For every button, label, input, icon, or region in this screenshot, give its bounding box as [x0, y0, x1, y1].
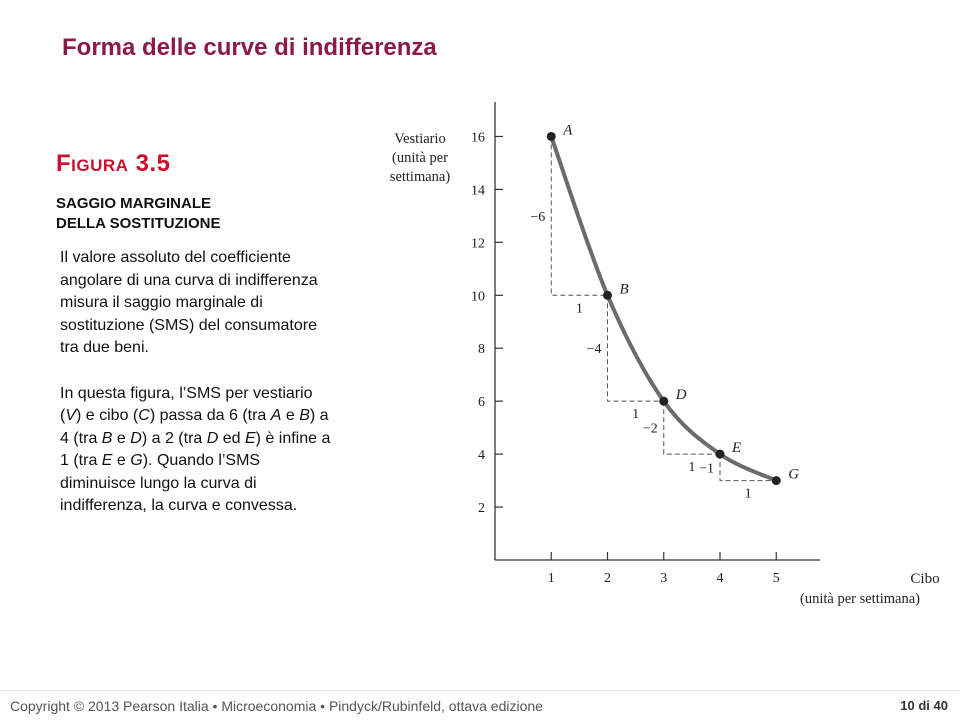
paragraph-2-segment: ) passa da 6 (tra	[149, 407, 271, 424]
data-point-d	[659, 397, 668, 406]
page-number: 10 di 40	[900, 698, 948, 713]
point-label: B	[619, 281, 629, 298]
y-axis-label: (unità per	[392, 150, 448, 166]
paragraph-2-segment: ) è infine a 1 (tra	[60, 429, 331, 469]
y-tick-label: 6	[478, 395, 485, 411]
figure-number-cap: F	[56, 150, 72, 177]
y-tick-label: 12	[471, 236, 485, 252]
chart-svg	[360, 100, 950, 620]
figure-subtitle-line2: DELLA SOSTITUZIONE	[56, 215, 221, 232]
point-label: G	[788, 466, 800, 483]
data-point-e	[716, 450, 725, 459]
x-tick-label: 1	[547, 571, 555, 586]
indifference-curve-chart	[360, 100, 950, 620]
paragraph-2-segment: ) e cibo (	[76, 407, 139, 424]
y-tick-label: 4	[478, 448, 485, 464]
paragraph-2-segment: ed	[218, 429, 245, 447]
figure-subtitle-line1: SAGGIO MARGINALE	[56, 195, 212, 212]
y-axis-label: Vestiario	[394, 131, 446, 147]
x-tick-label: 2	[604, 571, 611, 586]
y-tick-label: 16	[471, 130, 485, 146]
paragraph-2-segment: G	[130, 452, 143, 469]
data-point-g	[772, 476, 781, 485]
x-tick-label: 3	[660, 571, 668, 586]
y-axis-label: settimana)	[389, 169, 451, 185]
step-dx-label: 1	[632, 407, 640, 423]
paragraph-2-segment: e	[281, 407, 300, 424]
data-point-a	[547, 132, 556, 141]
x-tick-label: 4	[716, 571, 724, 586]
point-label: D	[675, 387, 687, 404]
slide-title: Forma delle curve di indifferenza	[62, 34, 437, 61]
paragraph-2-segment: e	[112, 452, 131, 469]
step-dy-label: −2	[642, 421, 658, 437]
y-tick-label: 14	[471, 183, 485, 199]
x-axis-label: (unità per settimana)	[800, 591, 920, 607]
paragraph-2-segment: B	[299, 407, 310, 424]
paragraph-2-segment: e	[112, 429, 131, 447]
paragraph-2-segment: C	[138, 407, 150, 424]
paragraph-2-segment: E	[101, 452, 113, 469]
point-label: E	[732, 440, 742, 457]
paragraph-2-segment: ) a 2 (tra	[141, 429, 207, 447]
figure-number-small: IGURA	[71, 156, 129, 175]
paragraph-2-segment: A	[270, 407, 282, 424]
x-tick-label: 5	[772, 571, 780, 586]
step-dy-label: −6	[530, 209, 546, 225]
figure-subtitle	[56, 194, 316, 234]
step-dy-label: −1	[699, 461, 714, 477]
step-dx-label: 1	[744, 486, 752, 502]
paragraph-1: Il valore assoluto del coefficiente angolare di una curva di indifferenza misura il saggio marginale di sostituzione (SMS) del consumatore tra due beni.	[60, 249, 318, 356]
step-dx-label: 1	[688, 460, 696, 476]
y-tick-label: 2	[478, 501, 485, 517]
data-point-b	[603, 291, 612, 300]
step-dx-label: 1	[575, 301, 583, 317]
paragraph-2	[60, 383, 338, 518]
step-dy-label: −4	[586, 342, 602, 358]
y-tick-label: 10	[471, 289, 485, 305]
figure-number	[56, 150, 171, 178]
paragraph-2-segment: ) a 4 (tra	[60, 407, 329, 447]
x-axis-label: Cibo	[910, 571, 940, 587]
paragraph-2-segment: B	[101, 429, 113, 447]
paragraph-2-segment: ). Quando l’SMS diminuisce lungo la curva di indifferenza, la curva e convessa.	[60, 452, 298, 514]
paragraph-2-segment: D	[206, 429, 219, 447]
paragraph-2-segment: In questa figura, l’SMS per vestiario (	[60, 384, 313, 424]
point-label: A	[563, 122, 573, 139]
y-tick-label: 8	[478, 342, 485, 358]
paragraph-2-segment: V	[65, 407, 76, 424]
paragraph-2-segment: D	[130, 429, 142, 447]
paragraph-2-segment: E	[244, 429, 256, 447]
footer-copyright: Copyright © 2013 Pearson Italia • Microeconomia • Pindyck/Rubinfeld, ottava edizione	[10, 698, 543, 714]
figure-description	[60, 247, 338, 541]
figure-number-num: 3.5	[135, 150, 171, 177]
footer-divider	[0, 690, 960, 691]
